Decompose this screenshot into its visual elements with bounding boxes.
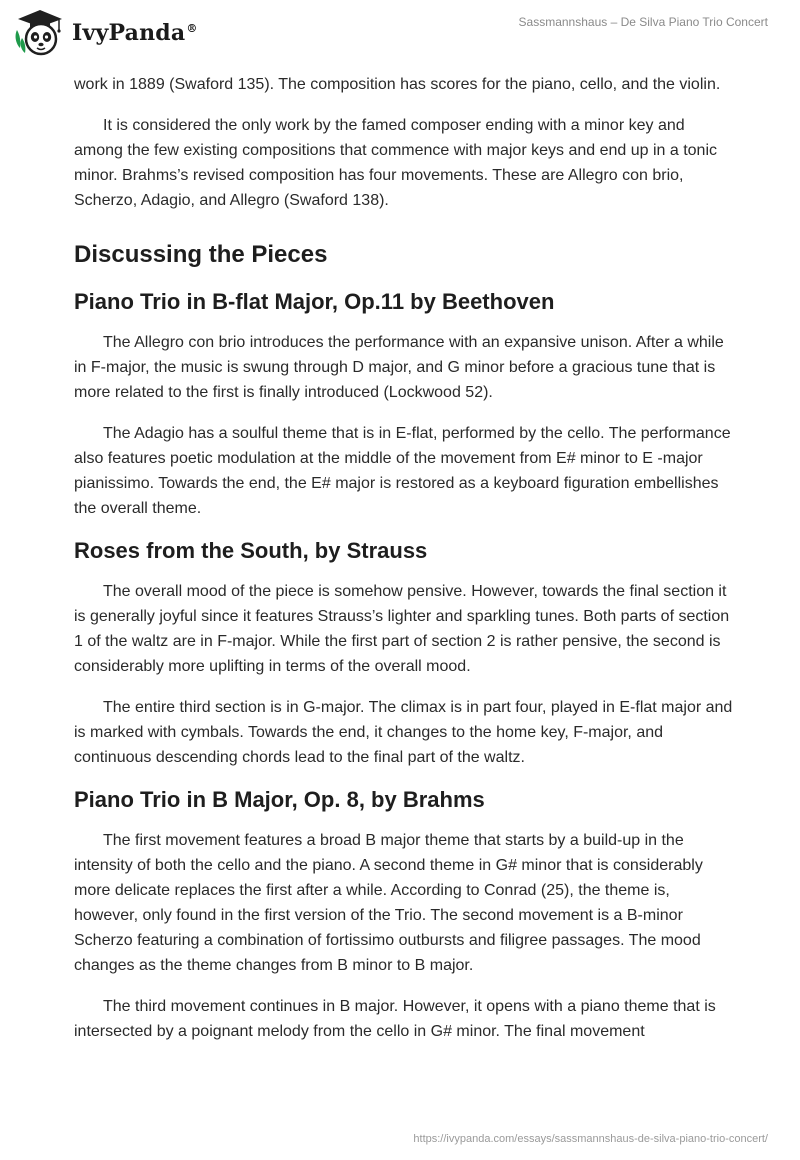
paragraph-strauss-sections: The entire third section is in G-major. The climax is in part four, played in E-flat major and is marked with cymbals. Towards the end, it changes to the home key, F-major, and continuous descending chords lead to the final part of the waltz. [74, 699, 733, 766]
ivypanda-logo[interactable] [14, 8, 198, 58]
essay-body [74, 72, 734, 1060]
logo-text: IvyPanda® [72, 20, 198, 46]
heading-beethoven-trio: Piano Trio in B-flat Major, Op.11 by Beethoven [74, 289, 555, 314]
paragraph-intro-continued: work in 1889 (Swaford 135). The composition has scores for the piano, cello, and the violin. [74, 76, 721, 93]
heading-strauss-roses: Roses from the South, by Strauss [74, 538, 428, 563]
paragraph-beethoven-adagio: The Adagio has a soulful theme that is in E-flat, performed by the cello. The performance also features poetic modulation at the middle of the movement from E# minor to E -major pianissimo. Towards the end, the E# major is restored as a keyboard figuration embellishes the overall theme. [74, 425, 731, 517]
page-header [0, 0, 800, 70]
panda-logo-icon [14, 8, 66, 58]
document-title: Sassmannshaus – De Silva Piano Trio Concert [518, 15, 768, 29]
heading-discussing-pieces: Discussing the Pieces [74, 241, 328, 268]
paragraph-beethoven-allegro: The Allegro con brio introduces the performance with an expansive unison. After a while in F-major, the music is swung through D major, and G minor before a gracious tune that is more related to the first is finally introduced (Lockwood 52). [74, 334, 724, 401]
paragraph-brahms-overview: It is considered the only work by the famed composer ending with a minor key and among the few existing compositions that commence with major keys and end up in a tonic minor. Brahms’s revised composition has four movements. These are Allegro con brio, Scherzo, Adagio, and Allegro (Swaford 138). [74, 117, 717, 209]
paragraph-brahms-first-movement: The first movement features a broad B major theme that starts by a build-up in the intensity of both the cello and the piano. A second theme in G# minor that is considerably more delicate replaces the first after a while. According to Conrad (25), the theme is, however, only found in the first version of the Trio. The second movement is a B-minor Scherzo featuring a combination of fortissimo outbursts and filigree passages. The mood changes as the theme changes from B minor to B major. [74, 832, 703, 974]
paragraph-strauss-mood: The overall mood of the piece is somehow pensive. However, towards the final section it is generally joyful since it features Strauss’s lighter and sparkling tunes. Both parts of section 1 of the waltz are in F-major. While the first part of section 2 is rather pensive, the second is considerably more uplifting in terms of the overall mood. [74, 583, 730, 675]
heading-brahms-trio: Piano Trio in B Major, Op. 8, by Brahms [74, 787, 485, 812]
paragraph-brahms-third-movement: The third movement continues in B major. However, it opens with a piano theme that is intersected by a poignant melody from the cello in G# minor. The final movement [74, 998, 716, 1040]
source-url-link[interactable]: https://ivypanda.com/essays/sassmannshaus-de-silva-piano-trio-concert/ [413, 1133, 768, 1145]
